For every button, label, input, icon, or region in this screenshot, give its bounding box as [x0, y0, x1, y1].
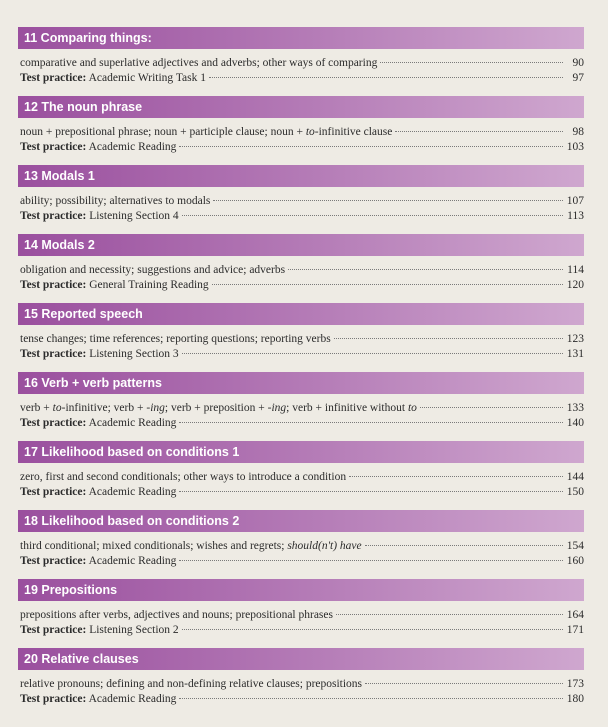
topics-text: prepositions after verbs, adjectives and nouns; prepositional phrases — [20, 609, 333, 621]
page-number: 98 — [572, 126, 584, 138]
topics-text: ability; possibility; alternatives to modals — [20, 195, 211, 207]
topics-text: obligation and necessity; suggestions and advice; adverbs — [20, 264, 286, 276]
test-practice-text: Academic Reading — [88, 693, 177, 705]
test-practice-text: Academic Reading — [88, 141, 177, 153]
page-number: 140 — [566, 417, 584, 429]
unit-14 — [18, 234, 584, 293]
test-practice-row[interactable] — [18, 209, 584, 224]
topics-row[interactable] — [18, 56, 584, 71]
unit-title: 18 Likelihood based on conditions 2 — [18, 510, 584, 532]
page-number: 107 — [566, 195, 584, 207]
topics-text: verb + to-infinitive; verb + -ing; verb + preposition + -ing; verb + infinitive without to — [20, 402, 417, 414]
page-number: 180 — [566, 693, 584, 705]
unit-title: 13 Modals 1 — [18, 165, 584, 187]
topics-row[interactable] — [18, 401, 584, 416]
unit-20 — [18, 648, 584, 707]
topics-row[interactable] — [18, 125, 584, 140]
leader-dots — [182, 214, 563, 216]
topics-text: comparative and superlative adjectives and adverbs; other ways of comparing — [20, 57, 378, 69]
test-practice-label: Test practice: — [20, 693, 87, 705]
test-practice-row[interactable] — [18, 692, 584, 707]
leader-dots — [182, 352, 563, 354]
test-practice-label: Test practice: — [20, 279, 87, 291]
leader-dots — [380, 61, 563, 63]
unit-19 — [18, 579, 584, 638]
test-practice-row[interactable] — [18, 140, 584, 155]
unit-15 — [18, 303, 584, 362]
page-number: 131 — [566, 348, 584, 360]
leader-dots — [336, 613, 563, 615]
page-number: 123 — [566, 333, 584, 345]
page-number: 154 — [566, 540, 584, 552]
page-number: 164 — [566, 609, 584, 621]
leader-dots — [365, 544, 563, 546]
test-practice-label: Test practice: — [20, 72, 87, 84]
test-practice-text: General Training Reading — [89, 279, 209, 291]
leader-dots — [179, 490, 563, 492]
unit-title: 15 Reported speech — [18, 303, 584, 325]
topics-row[interactable] — [18, 263, 584, 278]
topics-row[interactable] — [18, 677, 584, 692]
leader-dots — [349, 475, 563, 477]
page-number: 97 — [572, 72, 584, 84]
test-practice-text: Academic Reading — [88, 486, 177, 498]
leader-dots — [365, 682, 563, 684]
test-practice-text: Listening Section 2 — [89, 624, 179, 636]
unit-title: 20 Relative clauses — [18, 648, 584, 670]
leader-dots — [179, 145, 563, 147]
topics-row[interactable] — [18, 539, 584, 554]
leader-dots — [179, 421, 563, 423]
leader-dots — [209, 76, 563, 78]
test-practice-text: Academic Reading — [88, 417, 177, 429]
topics-row[interactable] — [18, 470, 584, 485]
leader-dots — [334, 337, 563, 339]
page-number: 144 — [566, 471, 584, 483]
topics-text: relative pronouns; defining and non-defining relative clauses; prepositions — [20, 678, 363, 690]
unit-title: 17 Likelihood based on conditions 1 — [18, 441, 584, 463]
test-practice-label: Test practice: — [20, 624, 87, 636]
unit-12 — [18, 96, 584, 155]
topics-row[interactable] — [18, 608, 584, 623]
test-practice-text: Listening Section 3 — [89, 348, 179, 360]
unit-16 — [18, 372, 584, 431]
unit-13 — [18, 165, 584, 224]
topics-text: tense changes; time references; reporting questions; reporting verbs — [20, 333, 331, 345]
test-practice-row[interactable] — [18, 416, 584, 431]
unit-title: 14 Modals 2 — [18, 234, 584, 256]
unit-title: 11 Comparing things: — [18, 27, 584, 49]
page-number: 173 — [566, 678, 584, 690]
page-number: 113 — [567, 210, 584, 222]
test-practice-label: Test practice: — [20, 486, 87, 498]
page-number: 150 — [566, 486, 584, 498]
page-number: 171 — [566, 624, 584, 636]
test-practice-row[interactable] — [18, 71, 584, 86]
page-number: 133 — [566, 402, 584, 414]
unit-18 — [18, 510, 584, 569]
unit-title: 12 The noun phrase — [18, 96, 584, 118]
leader-dots — [212, 283, 563, 285]
test-practice-row[interactable] — [18, 554, 584, 569]
page-number: 103 — [566, 141, 584, 153]
test-practice-row[interactable] — [18, 485, 584, 500]
topics-text: zero, first and second conditionals; other ways to introduce a condition — [20, 471, 347, 483]
topics-text: noun + prepositional phrase; noun + participle clause; noun + to-infinitive clause — [20, 126, 393, 138]
page-number: 90 — [572, 57, 584, 69]
topics-row[interactable] — [18, 332, 584, 347]
leader-dots — [213, 199, 563, 201]
test-practice-row[interactable] — [18, 623, 584, 638]
page-number: 120 — [566, 279, 584, 291]
leader-dots — [182, 628, 563, 630]
leader-dots — [288, 268, 563, 270]
unit-11 — [18, 27, 584, 86]
test-practice-text: Academic Writing Task 1 — [88, 72, 207, 84]
leader-dots — [420, 406, 563, 408]
test-practice-label: Test practice: — [20, 555, 87, 567]
unit-title: 16 Verb + verb patterns — [18, 372, 584, 394]
test-practice-row[interactable] — [18, 278, 584, 293]
leader-dots — [179, 559, 563, 561]
page-number: 114 — [567, 264, 584, 276]
leader-dots — [179, 697, 563, 699]
test-practice-row[interactable] — [18, 347, 584, 362]
test-practice-label: Test practice: — [20, 141, 87, 153]
topics-text: third conditional; mixed conditionals; wishes and regrets; should(n't) have — [20, 540, 362, 552]
test-practice-label: Test practice: — [20, 348, 87, 360]
page-number: 160 — [566, 555, 584, 567]
test-practice-text: Academic Reading — [88, 555, 177, 567]
unit-17 — [18, 441, 584, 500]
test-practice-text: Listening Section 4 — [89, 210, 179, 222]
test-practice-label: Test practice: — [20, 210, 87, 222]
unit-title: 19 Prepositions — [18, 579, 584, 601]
topics-row[interactable] — [18, 194, 584, 209]
leader-dots — [395, 130, 563, 132]
test-practice-label: Test practice: — [20, 417, 87, 429]
